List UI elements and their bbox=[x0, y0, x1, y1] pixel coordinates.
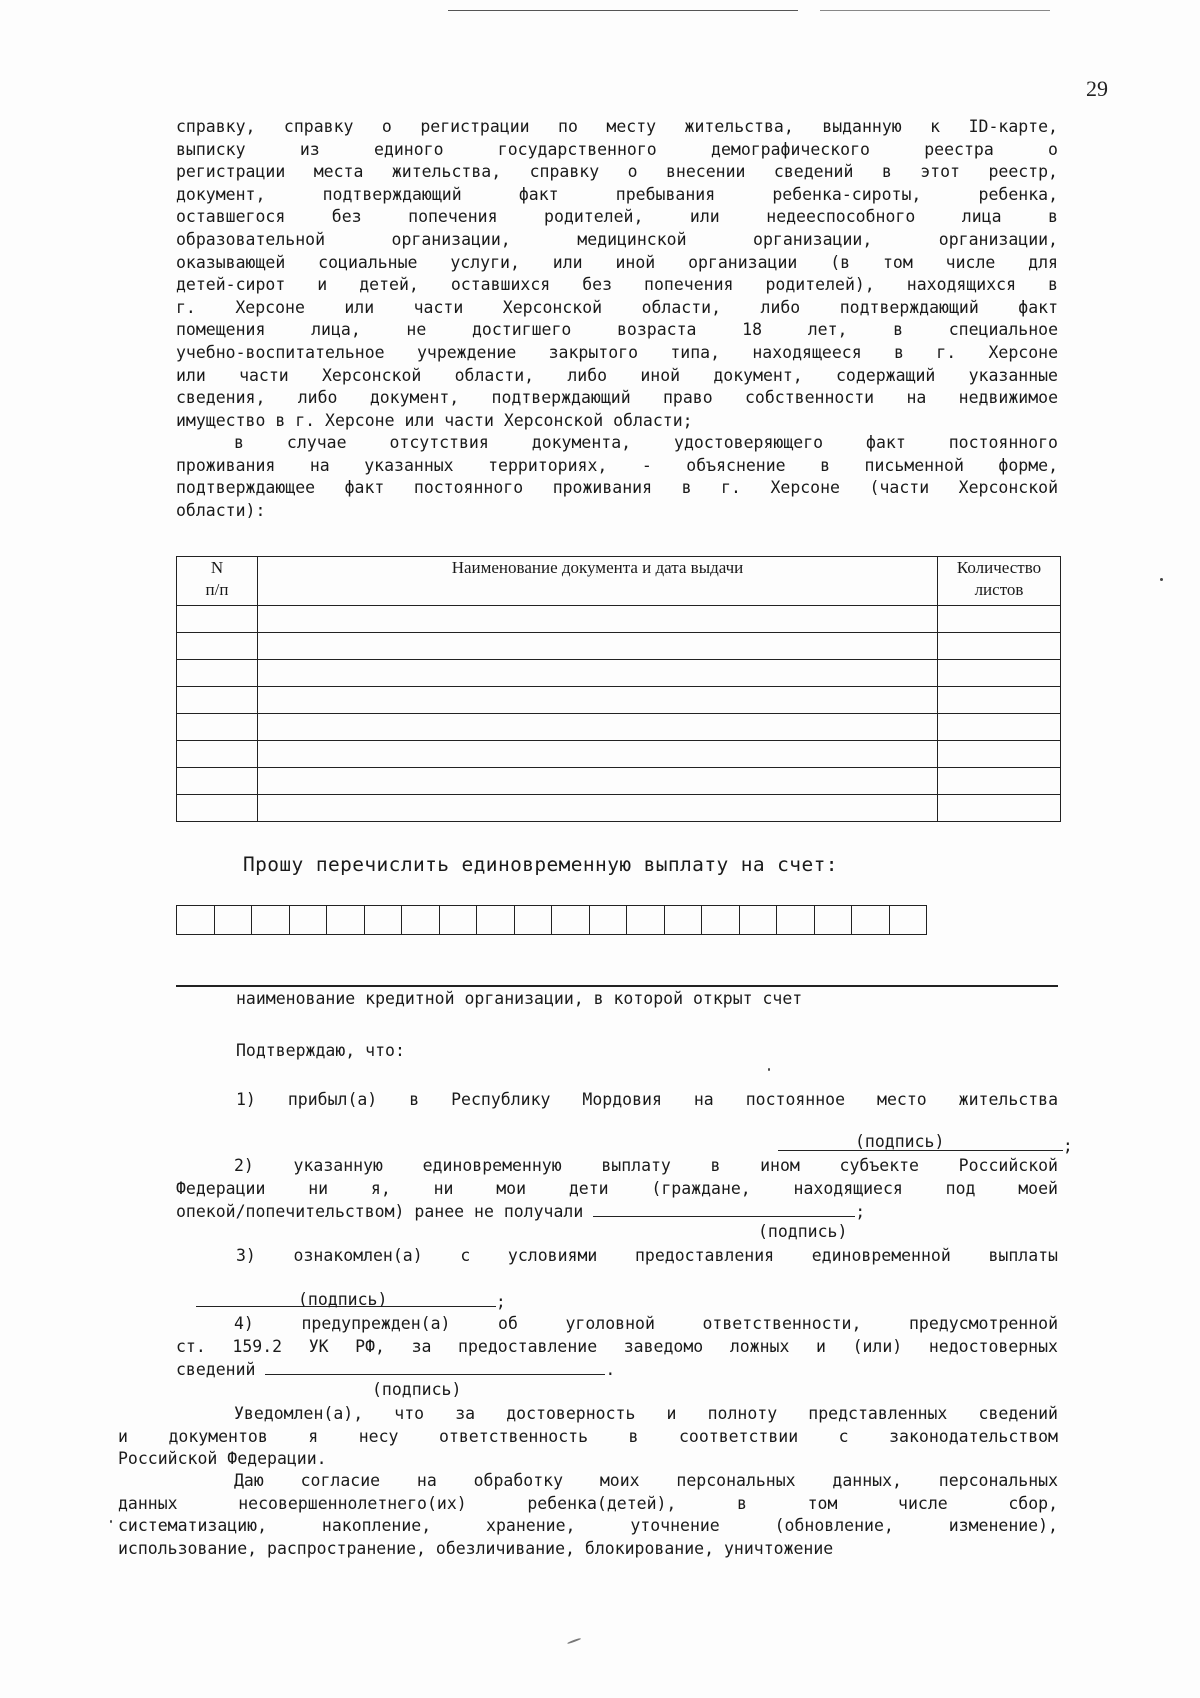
cell-sheet-count[interactable] bbox=[938, 795, 1061, 822]
scan-edge-line bbox=[448, 10, 798, 11]
intro-paragraph bbox=[176, 116, 1058, 432]
absence-paragraph bbox=[176, 432, 1058, 522]
header-line: Количество bbox=[956, 558, 1042, 577]
text-line: детей-сирот и детей, оставшихся без попечения родителей), находящихся в bbox=[176, 275, 1058, 295]
table-row bbox=[177, 768, 1061, 795]
item-4 bbox=[176, 1313, 1058, 1382]
account-digit-box[interactable] bbox=[365, 906, 403, 934]
account-number-boxes[interactable] bbox=[176, 905, 927, 935]
signature-caption: (подпись) bbox=[298, 1290, 388, 1309]
item-3: 3) ознакомлен(а) с условиями предоставления единовременной выплаты bbox=[236, 1246, 1058, 1265]
semicolon: ; bbox=[855, 1202, 866, 1222]
cell-document-name[interactable] bbox=[258, 714, 938, 741]
scan-edge-line bbox=[820, 10, 1050, 11]
text-line bbox=[176, 1200, 1058, 1224]
account-digit-box[interactable] bbox=[627, 906, 665, 934]
item-2 bbox=[176, 1155, 1058, 1224]
cell-sheet-count[interactable] bbox=[938, 768, 1061, 795]
account-digit-box[interactable] bbox=[590, 906, 628, 934]
text-line: сведения, либо документ, подтверждающий право собственности на недвижимое bbox=[176, 388, 1058, 408]
account-digit-box[interactable] bbox=[890, 906, 928, 934]
documents-table bbox=[176, 556, 1061, 822]
header-line: N bbox=[210, 558, 224, 577]
text-line: документ, подтверждающий факт пребывания ребенка-сироты, ребенка, bbox=[176, 184, 1058, 204]
text-line: оставшегося без попечения родителей, или недееспособного лица в bbox=[176, 207, 1058, 227]
cell-sheet-count[interactable] bbox=[938, 741, 1061, 768]
account-digit-box[interactable] bbox=[852, 906, 890, 934]
account-digit-box[interactable] bbox=[177, 906, 215, 934]
account-digit-box[interactable] bbox=[215, 906, 253, 934]
text-line: в случае отсутствия документа, удостоверяющего факт постоянного bbox=[234, 433, 1058, 452]
scan-speck bbox=[768, 1068, 770, 1071]
cell-document-name[interactable] bbox=[258, 606, 938, 633]
text-line: г. Херсоне или части Херсонской области, либо подтверждающий факт bbox=[176, 297, 1058, 317]
text-line: ст. 159.2 УК РФ, за предоставление заведомо ложных и (или) недостоверных bbox=[176, 1336, 1058, 1356]
text-line: подтверждающее факт постоянного проживания в г. Херсоне (части Херсонской bbox=[176, 478, 1058, 498]
text-line: или части Херсонской области, либо иной документ, содержащий указанные bbox=[176, 365, 1058, 385]
text-line: Даю согласие на обработку моих персональных данных, персональных bbox=[234, 1471, 1058, 1490]
cell-sheet-count[interactable] bbox=[938, 606, 1061, 633]
cell-document-name[interactable] bbox=[258, 687, 938, 714]
text-line: имущество в г. Херсоне или части Херсонской области; bbox=[176, 410, 693, 430]
cell-number[interactable] bbox=[177, 768, 258, 795]
signature-field[interactable] bbox=[593, 1200, 855, 1217]
text-line: использование, распространение, обезличивание, блокирование, уничтожение bbox=[118, 1538, 834, 1558]
text-line: Федерации ни я, ни мои дети (граждане, находящиеся под моей bbox=[176, 1178, 1058, 1198]
text-line: и документов я несу ответственность в соответствии с законодательством bbox=[118, 1426, 1058, 1446]
item-1: 1) прибыл(а) в Республику Мордовия на постоянное место жительства bbox=[236, 1090, 1058, 1109]
cell-document-name[interactable] bbox=[258, 768, 938, 795]
cell-number[interactable] bbox=[177, 660, 258, 687]
page-number: 29 bbox=[1086, 76, 1108, 101]
table-row bbox=[177, 741, 1061, 768]
cell-document-name[interactable] bbox=[258, 795, 938, 822]
cell-document-name[interactable] bbox=[258, 633, 938, 660]
bank-name-line[interactable] bbox=[176, 985, 1058, 987]
text-line: данных несовершеннолетнего(их) ребенка(детей), в том числе сбор, bbox=[118, 1493, 1058, 1513]
text-line: проживания на указанных территориях, - объяснение в письменной форме, bbox=[176, 455, 1058, 475]
account-digit-box[interactable] bbox=[815, 906, 853, 934]
text-line: 2) указанную единовременную выплату в ином субъекте Российской bbox=[234, 1156, 1058, 1175]
text-line: области): bbox=[176, 500, 266, 520]
text-line: регистрации места жительства, справку о внесении сведений в этот реестр, bbox=[176, 162, 1058, 182]
account-digit-box[interactable] bbox=[740, 906, 778, 934]
cell-number[interactable] bbox=[177, 795, 258, 822]
period: . bbox=[605, 1360, 616, 1380]
table-row bbox=[177, 795, 1061, 822]
table-row bbox=[177, 606, 1061, 633]
account-digit-box[interactable] bbox=[777, 906, 815, 934]
scan-speck bbox=[1160, 578, 1163, 581]
table-header-row bbox=[177, 557, 1061, 606]
cell-number[interactable] bbox=[177, 741, 258, 768]
semicolon: ; bbox=[495, 1292, 506, 1311]
consent-paragraph bbox=[118, 1470, 1058, 1560]
cell-sheet-count[interactable] bbox=[938, 687, 1061, 714]
header-line: п/п bbox=[205, 580, 229, 599]
account-digit-box[interactable] bbox=[665, 906, 703, 934]
text-line: сведений bbox=[176, 1360, 266, 1380]
cell-document-name[interactable] bbox=[258, 660, 938, 687]
signature-caption: (подпись) bbox=[855, 1132, 945, 1151]
text-line: оказывающей социальные услуги, или иной организации (в том числе для bbox=[176, 252, 1058, 272]
cell-number[interactable] bbox=[177, 606, 258, 633]
text-line: 4) предупрежден(а) об уголовной ответственности, предусмотренной bbox=[234, 1314, 1058, 1333]
table-row bbox=[177, 687, 1061, 714]
table-row bbox=[177, 633, 1061, 660]
column-header-sheet-count bbox=[938, 557, 1061, 606]
table-row bbox=[177, 660, 1061, 687]
text-line: Российской Федерации. bbox=[118, 1449, 327, 1469]
account-digit-box[interactable] bbox=[477, 906, 515, 934]
cell-sheet-count[interactable] bbox=[938, 633, 1061, 660]
cell-sheet-count[interactable] bbox=[938, 660, 1061, 687]
signature-caption: (подпись) bbox=[758, 1222, 848, 1241]
account-digit-box[interactable] bbox=[515, 906, 553, 934]
header-line: листов bbox=[974, 580, 1024, 599]
semicolon: ; bbox=[1062, 1136, 1073, 1155]
text-line bbox=[176, 1358, 1058, 1382]
account-digit-box[interactable] bbox=[440, 906, 478, 934]
text-line: Уведомлен(а), что за достоверность и полноту представленных сведений bbox=[234, 1404, 1058, 1423]
account-digit-box[interactable] bbox=[702, 906, 740, 934]
bank-caption: наименование кредитной организации, в которой открыт счет bbox=[236, 989, 803, 1008]
text-line: систематизацию, накопление, хранение, уточнение (обновление, изменение), bbox=[118, 1516, 1058, 1536]
scan-speck bbox=[567, 1638, 581, 1644]
column-header-number bbox=[177, 557, 258, 606]
column-header-document-name bbox=[258, 557, 938, 606]
account-digit-box[interactable] bbox=[327, 906, 365, 934]
table-row bbox=[177, 714, 1061, 741]
header-line: Наименование документа и дата выдачи bbox=[451, 558, 744, 577]
text-line: помещения лица, не достигшего возраста 18 лет, в специальное bbox=[176, 320, 1058, 340]
cell-number[interactable] bbox=[177, 687, 258, 714]
cell-number[interactable] bbox=[177, 633, 258, 660]
text-line: учебно-воспитательное учреждение закрытого типа, находящееся в г. Херсоне bbox=[176, 342, 1058, 362]
cell-document-name[interactable] bbox=[258, 741, 938, 768]
confirm-heading: Подтверждаю, что: bbox=[236, 1041, 405, 1060]
text-line: выписку из единого государственного демографического реестра о bbox=[176, 139, 1058, 159]
account-digit-box[interactable] bbox=[290, 906, 328, 934]
scan-speck bbox=[110, 1520, 112, 1523]
signature-caption: (подпись) bbox=[372, 1380, 462, 1399]
cell-number[interactable] bbox=[177, 714, 258, 741]
cell-sheet-count[interactable] bbox=[938, 714, 1061, 741]
text-line: образовательной организации, медицинской организации, организации, bbox=[176, 229, 1058, 249]
notified-paragraph bbox=[118, 1403, 1058, 1471]
text-line: справку, справку о регистрации по месту жительства, выданную к ID-карте, bbox=[176, 117, 1058, 136]
account-digit-box[interactable] bbox=[552, 906, 590, 934]
payment-request-heading: Прошу перечислить единовременную выплату на счет: bbox=[243, 853, 838, 876]
account-digit-box[interactable] bbox=[402, 906, 440, 934]
signature-field[interactable] bbox=[265, 1358, 605, 1375]
text-line: опекой/попечительством) ранее не получали bbox=[176, 1202, 594, 1222]
account-digit-box[interactable] bbox=[252, 906, 290, 934]
